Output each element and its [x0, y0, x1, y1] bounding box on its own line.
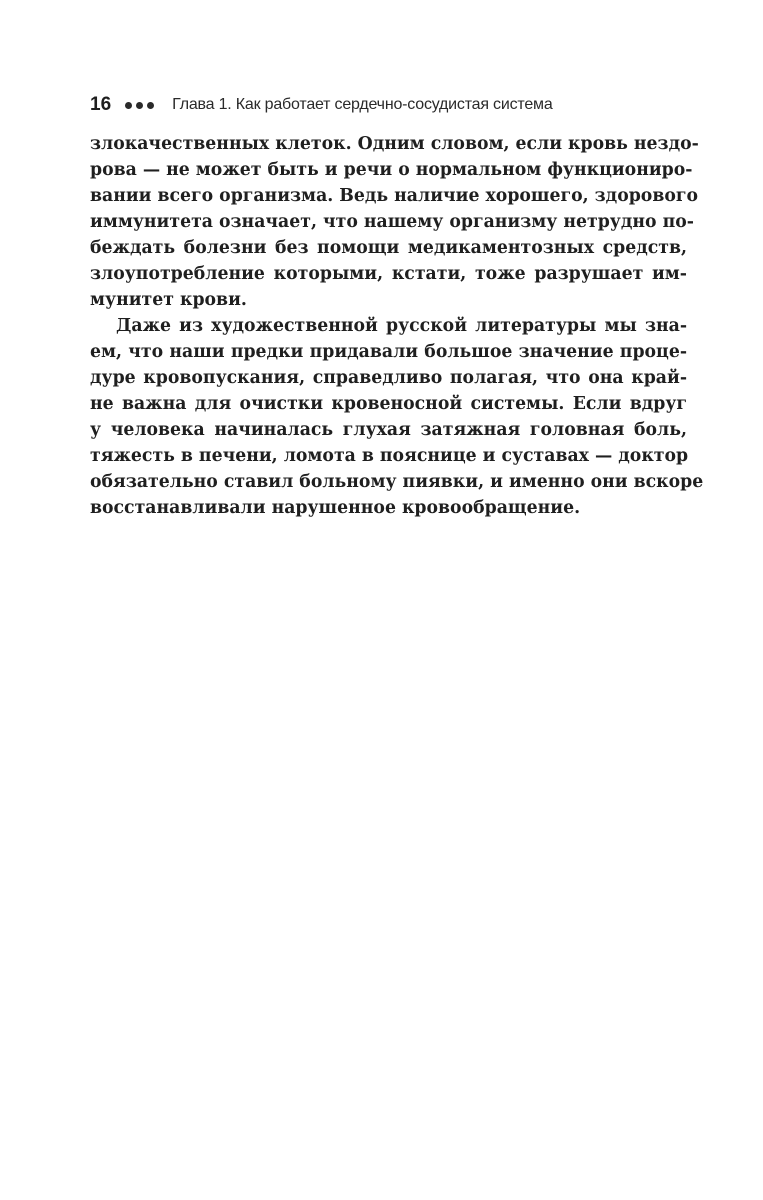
paragraph-1	[90, 131, 699, 313]
text-line: беждать болезни без помощи медикаментозных средств,	[90, 238, 687, 258]
text-line: Даже из художественной русской литературы мы зна-	[116, 316, 687, 336]
text-line: обязательно ставил больному пиявки, и именно они вскоре	[90, 472, 704, 492]
body-text	[90, 131, 704, 521]
dot-icon	[125, 102, 132, 109]
text-line: вании всего организма. Ведь наличие хорошего, здорового	[90, 186, 698, 206]
paragraph-2	[90, 313, 704, 521]
page-number: 16	[90, 94, 112, 115]
text-line: ем, что наши предки придавали большое значение проце-	[90, 342, 687, 362]
text-line: тяжесть в печени, ломота в пояснице и суставах — доктор	[90, 446, 689, 466]
text-line: рова — не может быть и речи о нормальном функциониро-	[90, 160, 693, 180]
text-line: мунитет крови.	[90, 290, 247, 310]
dot-icon	[136, 102, 143, 109]
dots-ornament-icon	[125, 102, 158, 109]
text-line: не важна для очистки кровеносной системы. Если вдруг	[90, 394, 687, 414]
text-line: восстанавливали нарушенное кровообращение.	[90, 498, 581, 518]
dot-icon	[147, 102, 154, 109]
chapter-title: Глава 1. Как работает сердечно-сосудистая система	[172, 96, 553, 113]
text-line: злоупотребление которыми, кстати, тоже разрушает им-	[90, 264, 687, 284]
text-line: злокачественных клеток. Одним словом, если кровь нездо-	[90, 134, 699, 154]
text-line: иммунитета означает, что нашему организму нетрудно по-	[90, 212, 694, 232]
text-line: дуре кровопускания, справедливо полагая, что она край-	[90, 368, 687, 388]
text-line: у человека начиналась глухая затяжная головная боль,	[90, 420, 687, 440]
running-header	[90, 90, 690, 120]
